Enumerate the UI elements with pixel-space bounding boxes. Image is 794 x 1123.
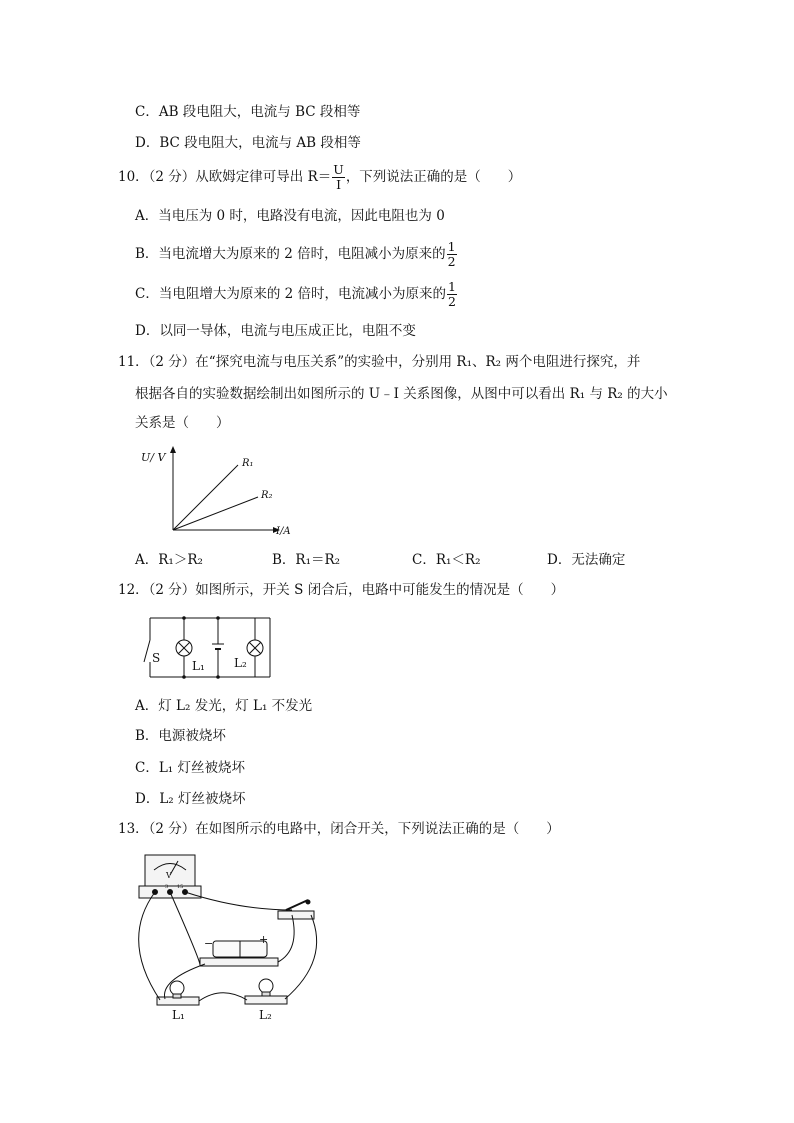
fraction-numerator: U (333, 162, 344, 177)
graph-r1-label: R₁ (242, 458, 254, 469)
switch-label: S (152, 651, 161, 665)
q11-option-c: C．R₁＜R₂ (412, 552, 481, 568)
q12-option-d: D．L₂ 灯丝被烧坏 (135, 791, 246, 807)
fig-lamp1-label: L₁ (172, 1008, 185, 1022)
lamp2-icon (245, 979, 287, 1004)
voltmeter-tick-15: 15 (177, 884, 184, 890)
lamp1-icon (157, 981, 199, 1005)
q10-option-a: A．当电压为 0 时，电路没有电流，因此电阻也为 0 (135, 208, 445, 224)
fraction-denominator: I (336, 177, 342, 192)
q11-stem-line3: 关系是（ ） (135, 415, 230, 431)
q10-stem-post: ，下列说法正确的是（ ） (345, 169, 522, 185)
q11-stem-line1: 11．（2 分）在“探究电流与电压关系”的实验中，分别用 R₁、R₂ 两个电阻进行探究，并 (118, 354, 641, 370)
graph-r2-label: R₂ (261, 490, 273, 501)
fraction-denominator: 2 (448, 294, 456, 309)
battery-plus: + (259, 933, 269, 946)
voltmeter-tick-3: 3 (165, 884, 169, 890)
fraction-numerator: 1 (447, 239, 456, 254)
graph-x-axis-label: I/A (276, 526, 291, 537)
q12-option-a: A．灯 L₂ 发光，灯 L₁ 不发光 (135, 698, 313, 714)
q12-option-c: C．L₁ 灯丝被烧坏 (135, 760, 245, 776)
q11-option-d: D．无法确定 (547, 552, 626, 568)
fraction-denominator: 2 (447, 254, 456, 269)
q13-stem: 13．（2 分）在如图所示的电路中，闭合开关，下列说法正确的是（ ） (118, 821, 560, 837)
q11-option-a: A．R₁＞R₂ (135, 552, 203, 568)
fraction-numerator: 1 (448, 279, 456, 294)
lamp2-label: L₂ (234, 656, 247, 670)
graph-y-axis-label: U/ V (141, 451, 166, 464)
q10-stem-pre: 10．（2 分）从欧姆定律可导出 R＝ (118, 169, 332, 185)
q11-option-b: B．R₁＝R₂ (272, 552, 341, 568)
q10-option-c-text: C．当电阻增大为原来的 2 倍时，电流减小为原来的 (135, 286, 447, 302)
q10-option-d: D．以同一导体，电流与电压成正比，电阻不变 (135, 323, 416, 339)
q9-option-c: C．AB 段电阻大，电流与 BC 段相等 (135, 104, 361, 120)
q12-option-b: B．电源被烧坏 (135, 728, 226, 744)
voltmeter-letter: V (166, 871, 172, 880)
q10-option-b-text: B．当电流增大为原来的 2 倍时，电阻减小为原来的 (135, 246, 446, 262)
q9-option-d: D．BC 段电阻大，电流与 AB 段相等 (135, 135, 361, 151)
fig-lamp2-label: L₂ (259, 1008, 272, 1022)
q12-stem: 12．（2 分）如图所示，开关 S 闭合后，电路中可能发生的情况是（ ） (118, 582, 565, 598)
lamp1-label: L₁ (192, 659, 205, 673)
battery-minus: − (204, 937, 214, 950)
q11-stem-line2: 根据各自的实验数据绘制出如图所示的 U﹣I 关系图像，从图中可以看出 R₁ 与 R₂ 的大小 (135, 386, 668, 402)
